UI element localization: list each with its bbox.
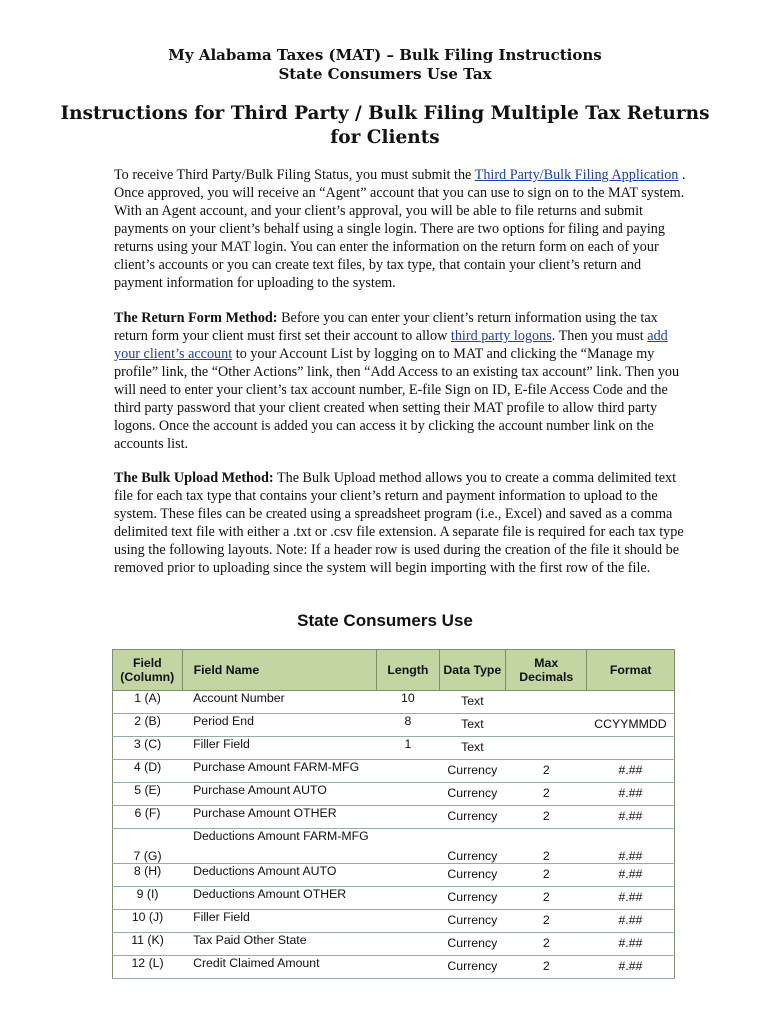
return-form-method-paragraph bbox=[114, 309, 686, 453]
header-field-name: Field Name bbox=[182, 650, 377, 691]
main-title bbox=[0, 102, 770, 150]
header-title-line1: My Alabama Taxes (MAT) – Bulk Filing Instructions bbox=[168, 46, 602, 64]
cell-type: Text bbox=[461, 740, 484, 754]
cell-length bbox=[377, 933, 439, 956]
cell-type: Text bbox=[461, 694, 484, 708]
cell-decimals bbox=[506, 714, 587, 737]
cell-decimals bbox=[506, 691, 587, 714]
cell-format: #.## bbox=[618, 867, 643, 881]
cell-length bbox=[377, 783, 439, 806]
table-row bbox=[113, 864, 675, 887]
intro-paragraph bbox=[114, 166, 686, 292]
cell-type: Currency bbox=[447, 913, 498, 927]
cell-decimals: 2 bbox=[542, 913, 550, 927]
table-row bbox=[113, 806, 675, 829]
cell-format: #.## bbox=[618, 849, 643, 863]
cell-field: 7 (G) bbox=[133, 849, 162, 863]
cell-type: Currency bbox=[447, 959, 498, 973]
cell-type: Currency bbox=[447, 809, 498, 823]
cell-format: #.## bbox=[618, 890, 643, 904]
cell-name: Deductions Amount AUTO bbox=[193, 864, 337, 878]
cell-format: #.## bbox=[618, 786, 643, 800]
cell-decimals: 2 bbox=[542, 763, 550, 777]
cell-length bbox=[377, 760, 439, 783]
bulk-upload-text: The Bulk Upload method allows you to create a comma delimited text file for each tax type that contains your client’s return and payment information to upload to the system. These files can be created using a spreadsheet program (i.e., Excel) and saved as a comma delimited text file with either a .txt or .csv file extension. A separate file is required for each tax type using the following layouts. Note: If a header row is used during the creation of the file it should be removed prior to uploading since the system will begin importing with the first row of the file. bbox=[114, 470, 684, 576]
cell-decimals: 2 bbox=[542, 959, 550, 973]
cell-field: 8 (H) bbox=[133, 864, 162, 878]
cell-format: #.## bbox=[618, 913, 643, 927]
cell-format bbox=[587, 691, 675, 714]
cell-field: 6 (F) bbox=[134, 806, 161, 820]
cell-type: Currency bbox=[447, 763, 498, 777]
header-length: Length bbox=[377, 650, 439, 691]
cell-length bbox=[377, 910, 439, 933]
return-form-text1: Before you can enter your client’s return information using the tax return form your client must first set their account to allow bbox=[114, 310, 658, 344]
table-row bbox=[113, 910, 675, 933]
table-row bbox=[113, 691, 675, 714]
cell-field: 12 (L) bbox=[131, 956, 164, 970]
header-max-decimals: Max Decimals bbox=[506, 650, 587, 691]
cell-name: Purchase Amount FARM-MFG bbox=[193, 760, 360, 774]
intro-text-before: To receive Third Party/Bulk Filing Status, you must submit the bbox=[114, 167, 475, 183]
cell-name: Filler Field bbox=[193, 910, 250, 924]
cell-name: Purchase Amount OTHER bbox=[193, 806, 337, 820]
cell-format: #.## bbox=[618, 763, 643, 777]
cell-type: Currency bbox=[447, 786, 498, 800]
table-row bbox=[113, 737, 675, 760]
cell-type: Text bbox=[461, 717, 484, 731]
bulk-upload-method-paragraph bbox=[114, 469, 686, 577]
return-form-text2: . Then you must bbox=[551, 328, 648, 344]
cell-field: 10 (J) bbox=[131, 910, 164, 924]
main-title-line2: for Clients bbox=[330, 127, 440, 148]
header-title-line2: State Consumers Use Tax bbox=[278, 65, 492, 83]
cell-field: 9 (I) bbox=[136, 887, 159, 901]
bulk-upload-method-heading: The Bulk Upload Method: bbox=[114, 470, 274, 486]
cell-field: 11 (K) bbox=[131, 933, 164, 947]
cell-decimals: 2 bbox=[542, 867, 550, 881]
cell-decimals: 2 bbox=[542, 936, 550, 950]
cell-length: 1 bbox=[404, 737, 412, 751]
return-form-text3: to your Account List by logging on to MAT and clicking the “Manage my profile” link, the “Other Actions” link, then “Add Access to an existing tax account” link. Then you will need to enter your client’s tax account number, E-file Sign on ID, E-file Access Code and the third party password that your client created when setting their MAT profile to allow third party logons. Once the account is added you can access it by clicking the account number link on the accounts list. bbox=[114, 346, 680, 452]
cell-name: Purchase Amount AUTO bbox=[193, 783, 327, 797]
cell-type: Currency bbox=[447, 849, 498, 863]
cell-length bbox=[377, 864, 439, 887]
cell-type: Currency bbox=[447, 890, 498, 904]
cell-length bbox=[377, 956, 439, 979]
table-header-row bbox=[113, 650, 675, 691]
cell-format: #.## bbox=[618, 809, 643, 823]
cell-format: #.## bbox=[618, 936, 643, 950]
table-row bbox=[113, 760, 675, 783]
cell-decimals: 2 bbox=[542, 890, 550, 904]
cell-name: Credit Claimed Amount bbox=[193, 956, 320, 970]
third-party-application-link[interactable]: Third Party/Bulk Filing Application bbox=[474, 167, 679, 183]
cell-decimals: 2 bbox=[542, 849, 550, 863]
cell-type: Currency bbox=[447, 867, 498, 881]
cell-name: Account Number bbox=[193, 691, 285, 705]
header-data-type: Data Type bbox=[439, 650, 506, 691]
cell-decimals: 2 bbox=[542, 809, 550, 823]
cell-name: Deductions Amount FARM-MFG bbox=[193, 829, 369, 843]
cell-type: Currency bbox=[447, 936, 498, 950]
cell-name: Deductions Amount OTHER bbox=[193, 887, 347, 901]
cell-length bbox=[377, 887, 439, 910]
table-row bbox=[113, 933, 675, 956]
cell-field: 3 (C) bbox=[133, 737, 162, 751]
header-field: Field (Column) bbox=[113, 650, 183, 691]
cell-length: 10 bbox=[401, 691, 415, 705]
layout-table bbox=[112, 649, 675, 979]
table-title: State Consumers Use bbox=[297, 611, 473, 630]
table-row bbox=[113, 829, 675, 864]
table-row bbox=[113, 714, 675, 737]
third-party-logons-link[interactable]: third party logons bbox=[450, 328, 552, 344]
cell-format: CCYYMMDD bbox=[594, 717, 667, 731]
cell-field: 1 (A) bbox=[134, 691, 161, 705]
add-client-account-link[interactable]: add your client’s account bbox=[114, 328, 668, 362]
cell-decimals bbox=[506, 737, 587, 760]
table-row bbox=[113, 956, 675, 979]
cell-name: Tax Paid Other State bbox=[193, 933, 307, 947]
table-row bbox=[113, 887, 675, 910]
cell-format bbox=[587, 737, 675, 760]
header-format: Format bbox=[587, 650, 675, 691]
cell-decimals: 2 bbox=[542, 786, 550, 800]
cell-name: Filler Field bbox=[193, 737, 250, 751]
cell-format: #.## bbox=[618, 959, 643, 973]
document-header bbox=[0, 46, 770, 84]
main-title-line1: Instructions for Third Party / Bulk Filing Multiple Tax Returns bbox=[60, 103, 710, 124]
cell-length: 8 bbox=[404, 714, 412, 728]
cell-name: Period End bbox=[193, 714, 254, 728]
intro-text-after: . Once approved, you will receive an “Agent” account that you can use to sign on to the MAT system. With an Agent account, and your client’s approval, you will be able to file returns and submit payments on your client’s behalf using a single login. There are two options for filing and paying returns using your MAT login. You can enter the information on the return form on each of your client’s accounts or you can create text files, by tax type, that contain your client’s return and payment information for uploading to the system. bbox=[114, 167, 686, 291]
table-row bbox=[113, 783, 675, 806]
cell-length bbox=[377, 806, 439, 829]
cell-field: 5 (E) bbox=[134, 783, 161, 797]
cell-length bbox=[377, 829, 439, 864]
cell-field: 4 (D) bbox=[133, 760, 162, 774]
cell-field: 2 (B) bbox=[134, 714, 161, 728]
return-form-method-heading: The Return Form Method: bbox=[114, 310, 278, 326]
